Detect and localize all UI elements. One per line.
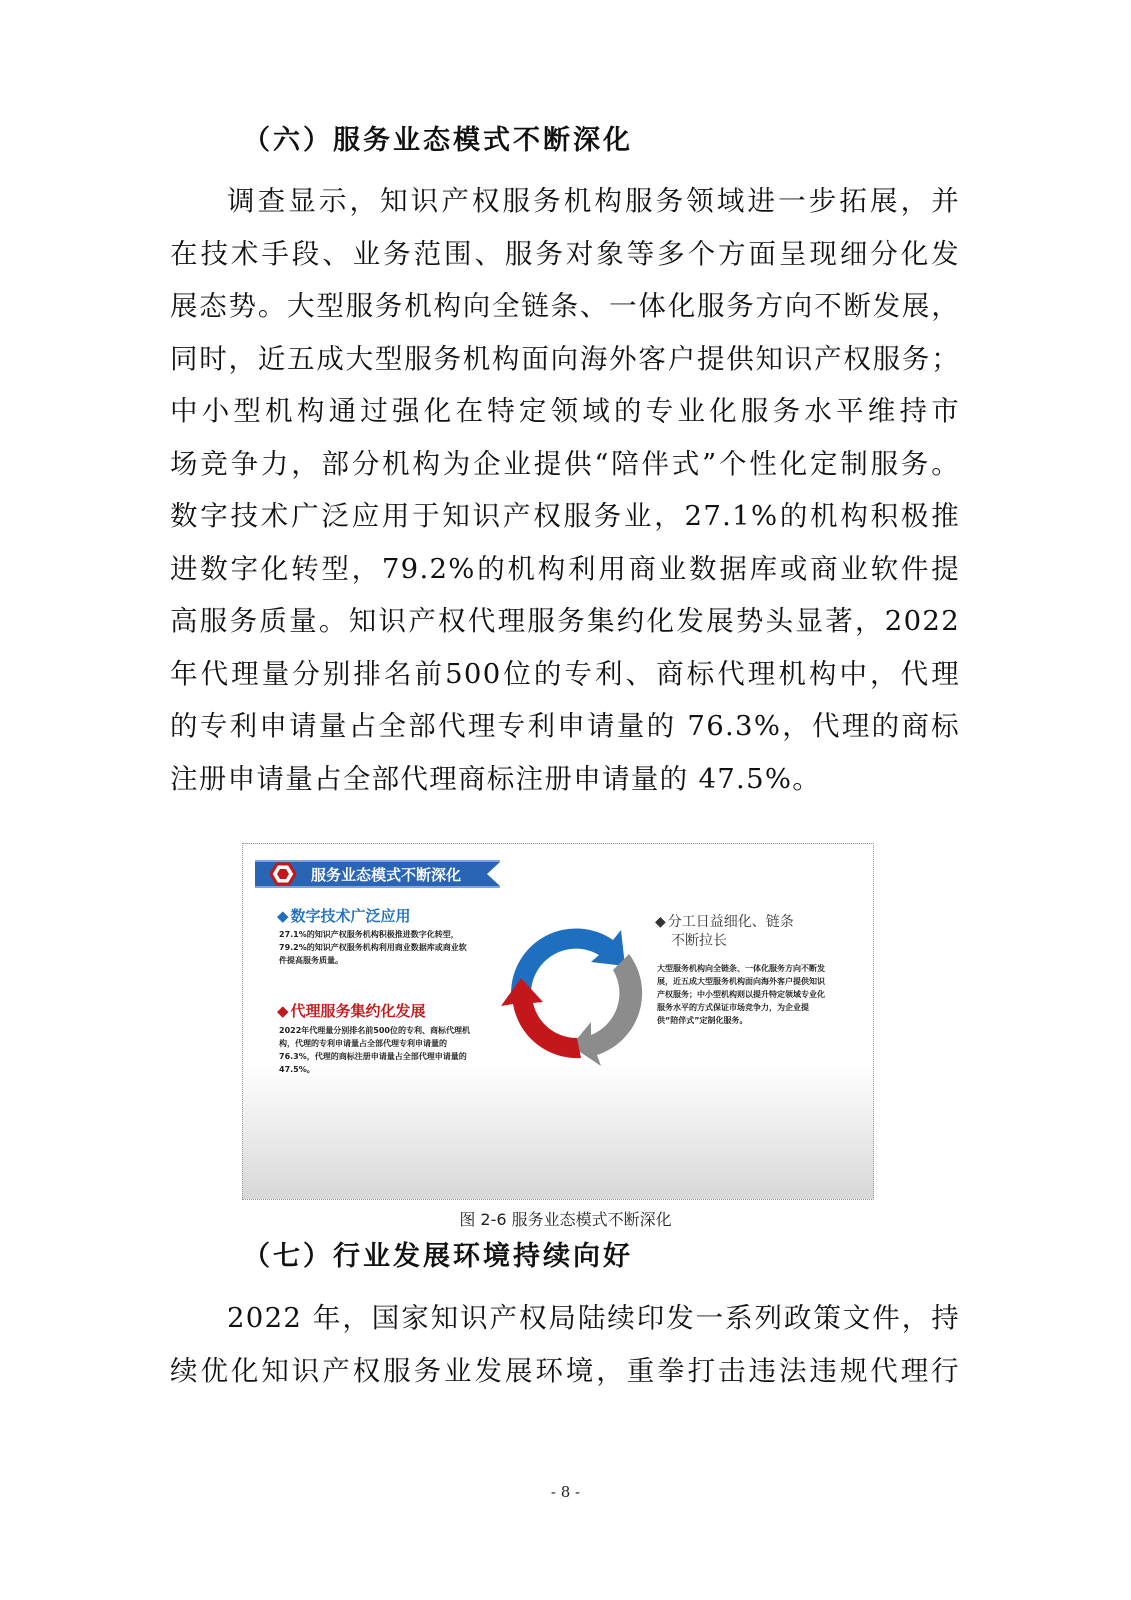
paragraph-line: 调查显示，知识产权服务机构服务领域进一步拓展，并 <box>227 185 960 217</box>
paragraph-line: 同时，近五成大型服务机构面向海外客户提供知识产权服务； <box>170 342 960 375</box>
section-7-paragraph <box>170 1292 960 1397</box>
section-heading-6: （六）服务业态模式不断深化 <box>243 125 633 156</box>
page-number: - 8 - <box>550 1483 581 1501</box>
figure-section-title: ◆ 代理服务集约化发展 <box>277 1002 426 1020</box>
figure-section-body: 27.1%的知识产权服务机构积极推进数字化转型，79.2%的知识产权服务机构利用商业数据库或商业软件提高服务质量。 <box>279 930 467 965</box>
figure-2-6 <box>242 843 874 1200</box>
figure-section-title: ◆ 数字技术广泛应用 <box>277 907 411 925</box>
paragraph-line: 续优化知识产权服务业发展环境，重拳打击违法违规代理行 <box>170 1354 960 1387</box>
paragraph-line: 年代理量分别排名前500位的专利、商标代理机构中，代理 <box>170 657 960 690</box>
paragraph-line: 场竞争力，部分机构为企业提供“陪伴式”个性化定制服务。 <box>170 447 960 480</box>
paragraph-line: 进数字化转型，79.2%的机构利用商业数据库或商业软件提 <box>170 552 960 585</box>
section-6-paragraph <box>170 175 960 805</box>
paragraph-line: 在技术手段、业务范围、服务对象等多个方面呈现细分化发 <box>170 237 960 270</box>
paragraph-line: 数字技术广泛应用于知识产权服务业，27.1%的机构积极推 <box>170 500 960 532</box>
diamond-icon: ◆ <box>655 914 666 930</box>
cycle-diagram <box>501 918 651 1068</box>
paragraph-line: 展态势。大型服务机构向全链条、一体化服务方向不断发展， <box>170 290 960 322</box>
section-heading-7: （七）行业发展环境持续向好 <box>243 1241 633 1272</box>
paragraph-line: 注册申请量占全部代理商标注册申请量的 47.5%。 <box>170 762 822 795</box>
diamond-icon: ◆ <box>277 1002 289 1020</box>
figure-banner-title: 服务业态模式不断深化 <box>311 866 462 884</box>
paragraph-line: 2022 年，国家知识产权局陆续印发一系列政策文件，持 <box>227 1302 960 1334</box>
figure-caption: 图 2-6 服务业态模式不断深化 <box>459 1210 672 1229</box>
figure-section-body: 大型服务机构向全链条、一体化服务方向不断发展，近五成大型服务机构面向海外客户提供知识产权服务；中小型机构则以提升特定领域专业化服务水平的方式保证市场竞争力，为企业提供“陪伴式”定制化服务。 <box>657 964 825 1025</box>
paragraph-line: 的专利申请量占全部代理专利申请量的 76.3%，代理的商标 <box>170 710 960 742</box>
figure-section-body: 2022年代理量分别排名前500位的专利、商标代理机构，代理的专利申请量占全部代理专利申请量的76.3%，代理的商标注册申请量占全部代理申请量的47.5%。 <box>279 1026 470 1074</box>
paragraph-line: 中小型机构通过强化在特定领域的专业化服务水平维持市 <box>170 395 960 427</box>
figure-section-title: ◆ 分工日益细化、链条 不断拉长 <box>655 914 794 949</box>
diamond-icon: ◆ <box>277 907 289 925</box>
paragraph-line: 高服务质量。知识产权代理服务集约化发展势头显著，2022 <box>170 605 960 637</box>
